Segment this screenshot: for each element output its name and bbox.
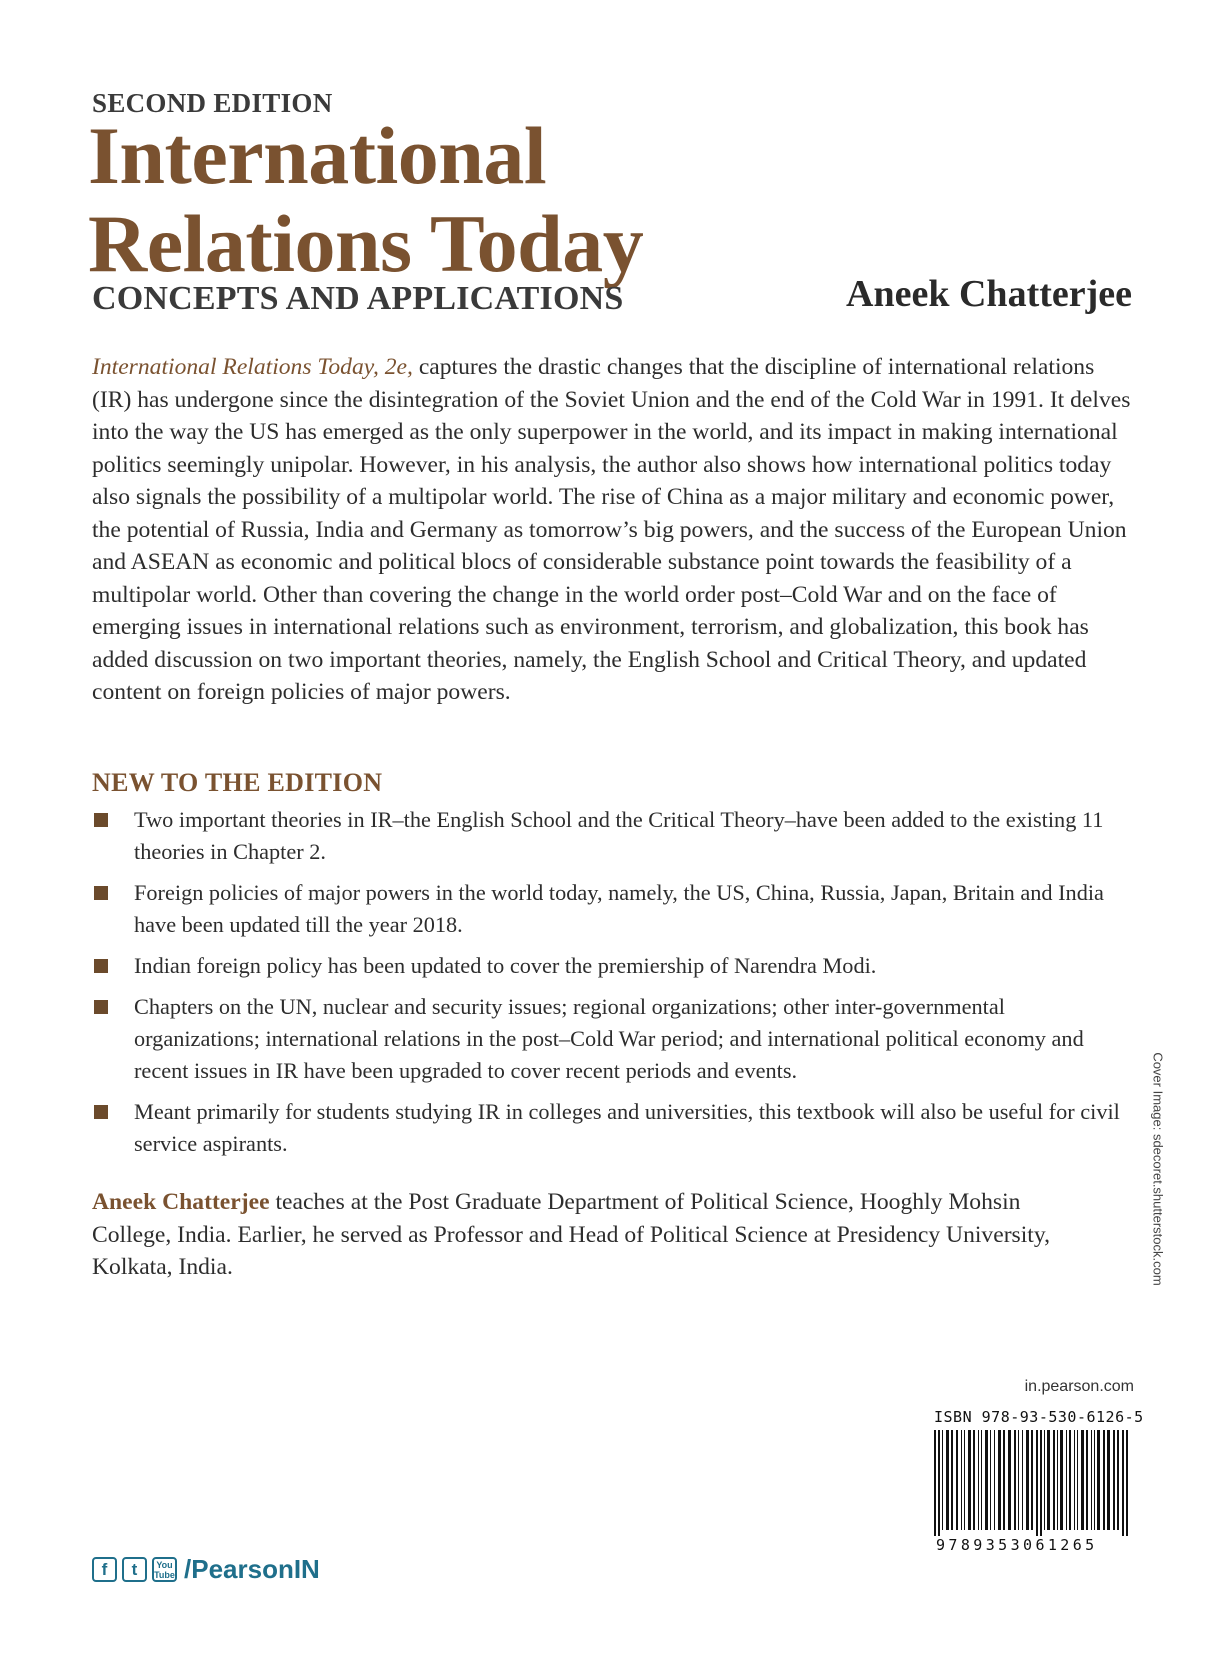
barcode-bar: [1047, 1430, 1050, 1530]
barcode-bar: [956, 1430, 958, 1530]
youtube-icon[interactable]: You Tube: [152, 1557, 177, 1582]
square-bullet-icon: [94, 813, 108, 827]
barcode: [932, 1430, 1140, 1536]
cover-image-credit: [1143, 1054, 1173, 1284]
credit-text: Cover Image: sdecoret.shutterstock.com: [1150, 1052, 1166, 1286]
barcode-bar: [1022, 1430, 1023, 1530]
barcode-bar: [990, 1430, 991, 1530]
list-item-text: Meant primarily for students studying IR in colleges and universities, this textbook will also be useful for civil service aspirants.: [134, 1099, 1120, 1156]
social-links: [92, 1554, 320, 1585]
social-handle[interactable]: /PearsonIN: [184, 1554, 320, 1584]
square-bullet-icon: [94, 1000, 108, 1014]
author-name: Aneek Chatterjee: [846, 273, 1132, 315]
barcode-bar: [1094, 1430, 1095, 1530]
list-item: [92, 991, 1122, 1087]
new-edition-heading: NEW TO THE EDITION: [92, 768, 383, 797]
bio-author-name: Aneek Chatterjee: [92, 1189, 270, 1215]
square-bullet-icon: [94, 886, 108, 900]
barcode-bar: [1077, 1430, 1078, 1530]
barcode-bar: [938, 1430, 940, 1536]
barcode-bar: [1044, 1430, 1045, 1530]
publisher-website[interactable]: in.pearson.com: [1024, 1378, 1134, 1395]
barcode-bar: [1057, 1430, 1058, 1530]
list-item: [92, 877, 1122, 941]
barcode-bar: [1113, 1430, 1115, 1530]
barcode-bar: [1040, 1430, 1042, 1536]
edition-label: SECOND EDITION: [92, 88, 333, 118]
description-text: captures the drastic changes that the discipline of international relations (IR) has undergone since the disintegration of the Soviet Union and the end of the Cold War in 1991. It delves into the way the US has emerged as the only superpower in the world, and its impact in making international politics seemingly unipolar. However, in his analysis, the author also shows how international politics today also signals the possibility of a multipolar world. The rise of China as a major military and economic power, the potential of Russia, India and Germany as tomorrow’s big powers, and the success of the European Union and ASEAN as economic and political blocs of considerable substance point towards the feasibility of a multipolar world. Other than covering the change in the world order post–Cold War and on the face of emerging issues in international relations such as environment, terrorism, and globalization, this book has added discussion on two important theories, namely, the English School and Critical Theory, and updated content on foreign policies of major powers.: [92, 354, 1131, 705]
barcode-bar: [961, 1430, 962, 1530]
isbn-label: ISBN 978-93-530-6126-5: [934, 1408, 1144, 1426]
barcode-bar: [968, 1430, 971, 1530]
barcode-bar: [1031, 1430, 1033, 1530]
book-description: [92, 351, 1132, 709]
barcode-bar: [978, 1430, 979, 1530]
barcode-bar: [1053, 1430, 1055, 1530]
barcode-bar: [1097, 1430, 1100, 1530]
barcode-bar: [973, 1430, 975, 1530]
barcode-bar: [1107, 1430, 1110, 1530]
barcode-bar: [1117, 1430, 1119, 1530]
barcode-bar: [964, 1430, 965, 1530]
barcode-bar: [1091, 1430, 1092, 1530]
barcode-bar: [985, 1430, 988, 1530]
list-item-text: Two important theories in IR–the English School and the Critical Theory–have been added to the existing 11 theories in Chapter 2.: [134, 807, 1104, 864]
square-bullet-icon: [94, 1105, 108, 1119]
list-item-text: Indian foreign policy has been updated to cover the premiership of Narendra Modi.: [134, 953, 877, 978]
barcode-bar: [1026, 1430, 1029, 1530]
barcode-bar: [1103, 1430, 1105, 1530]
square-bullet-icon: [94, 959, 108, 973]
list-item: [92, 804, 1122, 868]
barcode-bar: [1126, 1430, 1128, 1536]
barcode-bar: [1086, 1430, 1088, 1530]
barcode-digits: 9789353061265: [936, 1536, 1098, 1554]
list-item: [92, 1096, 1122, 1160]
barcode-bar: [1060, 1430, 1063, 1530]
title-line-2: Relations Today: [88, 198, 644, 289]
barcode-bar: [942, 1430, 943, 1530]
list-item-text: Foreign policies of major powers in the world today, namely, the US, China, Russia, Japan, Britain and India have been updated till the year 2018.: [134, 880, 1104, 937]
barcode-bar: [981, 1430, 982, 1530]
list-item: [92, 950, 1122, 982]
barcode-bar: [1074, 1430, 1075, 1530]
facebook-icon[interactable]: f: [92, 1557, 117, 1582]
description-title: International Relations Today, 2e,: [92, 354, 413, 380]
barcode-bar: [934, 1430, 936, 1536]
barcode-bar: [1014, 1430, 1016, 1530]
barcode-bar: [1036, 1430, 1038, 1536]
barcode-bar: [951, 1430, 953, 1530]
barcode-bar: [1069, 1430, 1071, 1530]
barcode-bar: [1066, 1430, 1067, 1530]
book-title: [88, 112, 643, 288]
title-line-1: International: [88, 110, 547, 201]
barcode-bar: [1018, 1430, 1019, 1530]
barcode-bar: [1003, 1430, 1005, 1530]
barcode-bar: [1008, 1430, 1011, 1530]
author-bio: [92, 1186, 1092, 1284]
bio-text: teaches at the Post Graduate Department of Political Science, Hooghly Mohsin College, India. Earlier, he served as Professor and Head of Political Science at Presidency University, Kolkata, India.: [92, 1189, 1051, 1280]
barcode-bar: [1081, 1430, 1084, 1530]
new-edition-list: [92, 804, 1122, 1169]
book-subtitle: CONCEPTS AND APPLICATIONS: [92, 280, 624, 317]
twitter-icon[interactable]: t: [122, 1557, 147, 1582]
list-item-text: Chapters on the UN, nuclear and security issues; regional organizations; other inter-governmental organizations; international relations in the post–Cold War period; and international political economy and recent issues in IR have been upgraded to cover recent periods and events.: [134, 994, 1084, 1083]
barcode-bar: [946, 1430, 949, 1530]
barcode-bar: [1122, 1430, 1124, 1536]
barcode-bar: [994, 1430, 995, 1530]
barcode-bar: [998, 1430, 1001, 1530]
